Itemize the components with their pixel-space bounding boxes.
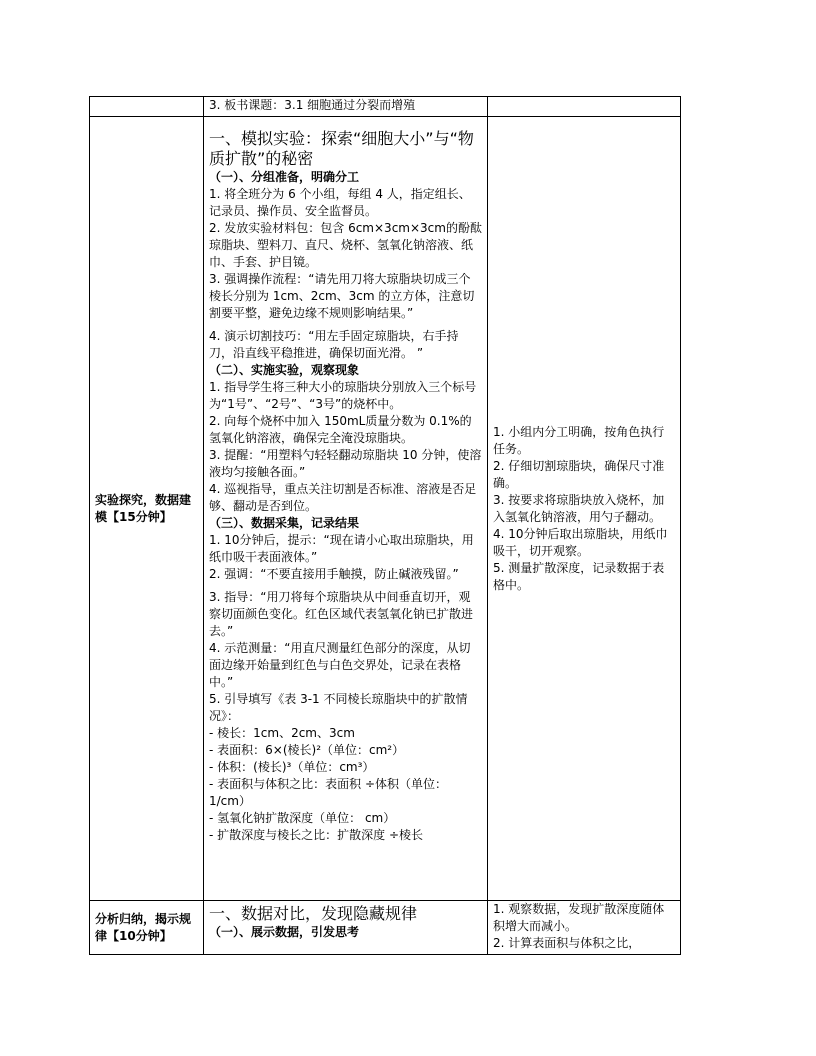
list-item: 1. 将全班分为 6 个小组，每组 4 人，指定组长、记录员、操作员、安全监督员。 bbox=[209, 187, 471, 218]
subsection-title: （三）、数据采集，记录结果 bbox=[209, 516, 360, 530]
teacher-activity-cell bbox=[204, 117, 488, 901]
teacher-activity-cell bbox=[204, 901, 488, 955]
stage-label: 分析归纳，揭示规律【10分钟】 bbox=[95, 911, 192, 943]
board-title-text: 3. 板书课题：3.1 细胞通过分裂而增殖 bbox=[209, 98, 416, 112]
list-item: - 表面积与体积之比：表面积 ÷体积（单位：1/cm） bbox=[209, 777, 448, 808]
list-item: 3. 指导：“用刀将每个琼脂块从中间垂直切开，观察切面颜色变化。红色区域代表氢氧化钠已扩散进去。” bbox=[209, 590, 474, 638]
list-item: 1. 指导学生将三种大小的琼脂块分别放入三个标号为“1号”、“2号”、“3号”的烧杯中。 bbox=[209, 380, 477, 411]
list-item: 5. 引导填写《表 3-1 不同棱长琼脂块中的扩散情况》： bbox=[209, 692, 468, 723]
list-item: - 表面积：6×(棱长)²（单位：cm²） bbox=[209, 743, 405, 757]
list-item: 4. 演示切割技巧：“用左手固定琼脂块，右手持刀，沿直线平稳推进，确保切面光滑。 ” bbox=[209, 329, 459, 360]
list-item: 3. 提醒：“用塑料勺轻轻翻动琼脂块 10 分钟，使溶液均匀接触各面。” bbox=[209, 448, 482, 479]
list-item: 2. 向每个烧杯中加入 150mL质量分数为 0.1%的氢氧化钠溶液，确保完全淹没琼脂块。 bbox=[209, 414, 472, 445]
subsection-title: （一）、展示数据，引发思考 bbox=[209, 925, 360, 939]
stage-cell bbox=[90, 901, 204, 955]
teacher-activity-cell bbox=[204, 97, 488, 117]
student-activity-item: 3. 按要求将琼脂块放入烧杯，加入氢氧化钠溶液，用勺子翻动。 bbox=[493, 492, 665, 524]
student-activity-cell bbox=[488, 901, 681, 955]
list-item: - 扩散深度与棱长之比：扩散深度 ÷棱长 bbox=[209, 828, 424, 842]
list-item: - 棱长：1cm、2cm、3cm bbox=[209, 726, 355, 740]
section-heading: 一、模拟实验：探索“细胞大小”与“物质扩散”的秘密 bbox=[209, 129, 474, 168]
list-item: - 体积：(棱长)³（单位：cm³） bbox=[209, 760, 375, 774]
list-item: 4. 示范测量：“用直尺测量红色部分的深度，从切面边缘开始量到红色与白色交界处，记录在表格中。” bbox=[209, 641, 471, 689]
list-item: 3. 强调操作流程：“请先用刀将大琼脂块切成三个棱长分别为 1cm、2cm、3cm 的立方体，注意切割要平整，避免边缘不规则影响结果。” bbox=[209, 272, 475, 320]
student-activity-cell bbox=[488, 117, 681, 901]
list-item: 2. 强调：“不要直接用手触摸，防止碱液残留。” bbox=[209, 567, 459, 581]
subsection-title: （一）、分组准备，明确分工 bbox=[209, 170, 360, 184]
subsection-title: （二）、实施实验，观察现象 bbox=[209, 363, 360, 377]
table-row bbox=[90, 97, 681, 117]
student-activity-item: 1. 小组内分工明确，按角色执行任务。 bbox=[493, 424, 665, 456]
list-item: 2. 发放实验材料包：包含 6cm×3cm×3cm的酚酞琼脂块、塑料刀、直尺、烧杯、氢氧化钠溶液、纸巾、手套、护目镜。 bbox=[209, 221, 482, 269]
student-activity-item: 5. 测量扩散深度，记录数据于表格中。 bbox=[493, 560, 665, 592]
student-activity-cell-empty bbox=[488, 97, 681, 117]
stage-cell-empty bbox=[90, 97, 204, 117]
list-item: 1. 10分钟后，提示：“现在请小心取出琼脂块，用纸巾吸干表面液体。” bbox=[209, 533, 474, 564]
student-activity-item: 2. 仔细切割琼脂块，确保尺寸准确。 bbox=[493, 458, 665, 490]
student-activity-item: 2. 计算表面积与体积之比， bbox=[493, 936, 641, 950]
stage-label: 实验探究，数据建模【15分钟】 bbox=[95, 492, 192, 524]
student-activity-item: 1. 观察数据，发现扩散深度随体积增大而减小。 bbox=[493, 902, 665, 933]
student-activity-item: 4. 10分钟后取出琼脂块，用纸巾吸干，切开观察。 bbox=[493, 526, 668, 558]
list-item: 4. 巡视指导，重点关注切割是否标准、溶液是否足够、翻动是否到位。 bbox=[209, 482, 477, 513]
table-row bbox=[90, 117, 681, 901]
stage-cell bbox=[90, 117, 204, 901]
section-heading: 一、数据对比，发现隐藏规律 bbox=[209, 904, 418, 923]
table-row bbox=[90, 901, 681, 955]
list-item: - 氢氧化钠扩散深度（单位： cm） bbox=[209, 811, 396, 825]
lesson-plan-table bbox=[89, 96, 681, 955]
